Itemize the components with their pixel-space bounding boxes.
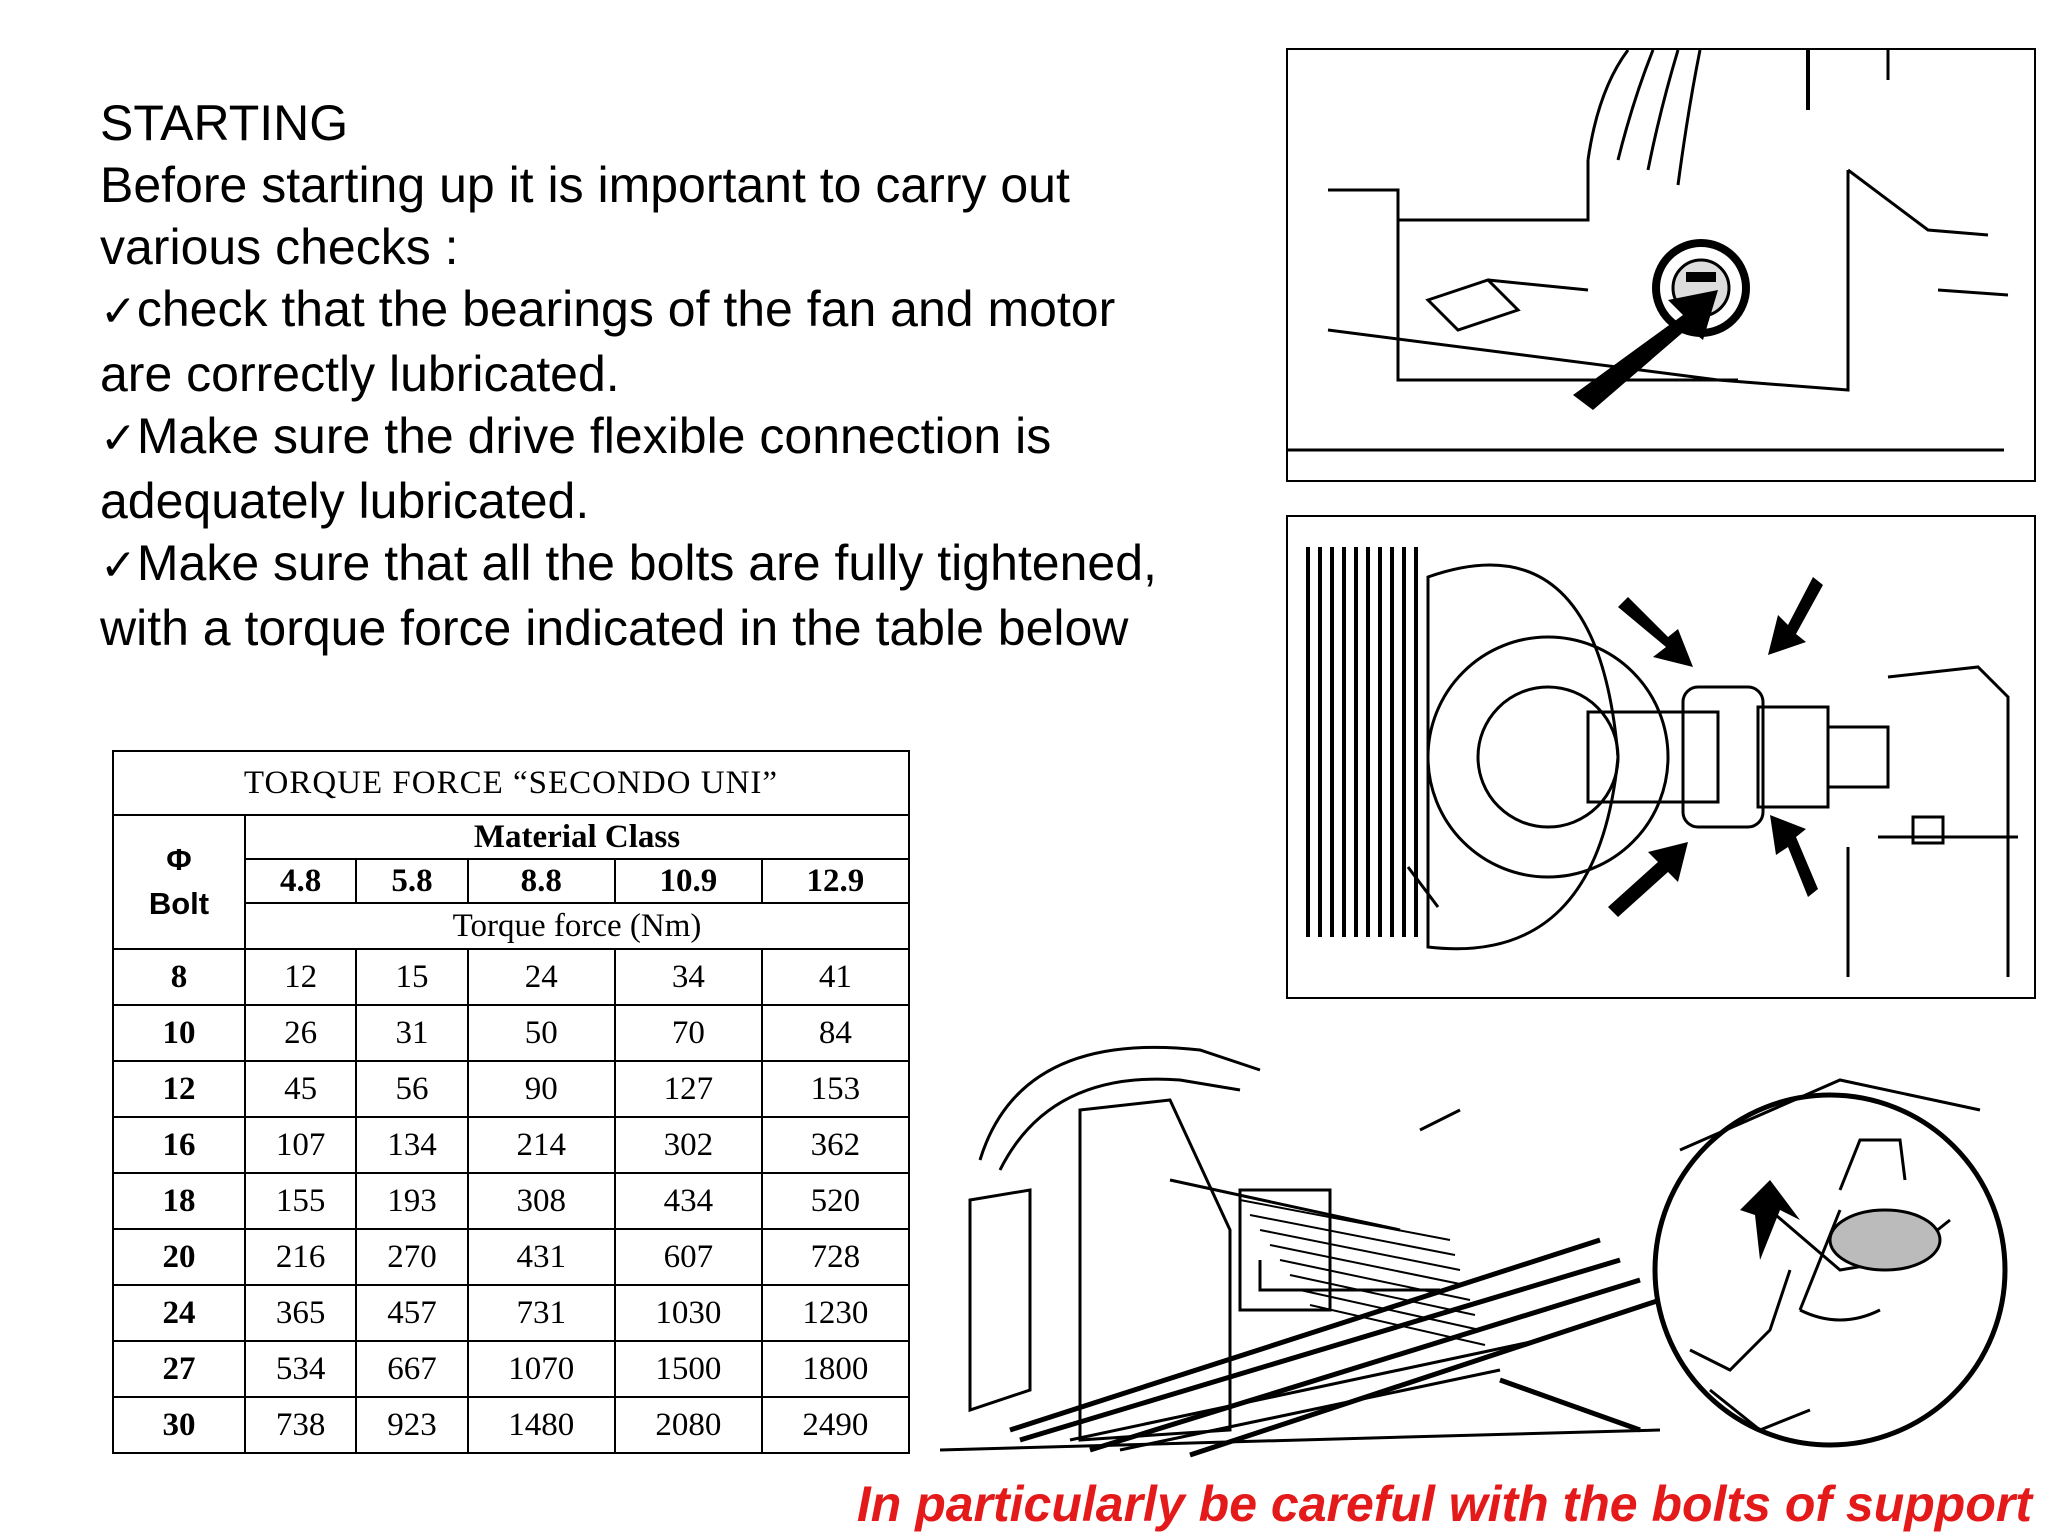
starting-instructions — [100, 92, 1260, 659]
torque-value-cell: 107 — [245, 1117, 356, 1173]
check-icon: ✓ — [100, 540, 137, 591]
torque-value-cell: 534 — [245, 1341, 356, 1397]
material-class-header: Material Class — [245, 815, 909, 859]
table-row — [113, 949, 909, 1005]
bolt-size-cell: 20 — [113, 1229, 245, 1285]
table-title: TORQUE FORCE “SECONDO UNI” — [113, 751, 909, 815]
table-row — [113, 1005, 909, 1061]
torque-value-cell: 70 — [615, 1005, 762, 1061]
table-row — [113, 1285, 909, 1341]
check-item-1-line-2: are correctly lubricated. — [100, 346, 620, 402]
torque-value-cell: 2080 — [615, 1397, 762, 1453]
diameter-symbol: Φ — [166, 842, 192, 877]
torque-value-cell: 1800 — [762, 1341, 909, 1397]
torque-value-cell: 34 — [615, 949, 762, 1005]
torque-value-cell: 2490 — [762, 1397, 909, 1453]
torque-value-cell: 362 — [762, 1117, 909, 1173]
flexible-coupling-figure — [1286, 515, 2036, 999]
torque-value-cell: 155 — [245, 1173, 356, 1229]
table-row — [113, 1061, 909, 1117]
torque-value-cell: 731 — [468, 1285, 615, 1341]
torque-value-cell: 216 — [245, 1229, 356, 1285]
torque-value-cell: 302 — [615, 1117, 762, 1173]
bolt-size-cell: 12 — [113, 1061, 245, 1117]
torque-value-cell: 270 — [356, 1229, 467, 1285]
torque-value-cell: 31 — [356, 1005, 467, 1061]
torque-unit-header: Torque force (Nm) — [245, 903, 909, 949]
fan-assembly-drawing — [940, 1010, 2040, 1476]
torque-value-cell: 84 — [762, 1005, 909, 1061]
torque-value-cell: 193 — [356, 1173, 467, 1229]
bearing-housing-drawing — [1288, 50, 2034, 480]
table-row — [113, 1173, 909, 1229]
torque-value-cell: 457 — [356, 1285, 467, 1341]
bearing-lubrication-figure — [1286, 48, 2036, 482]
torque-force-table — [112, 750, 910, 1454]
arrow-icon — [1573, 290, 1718, 410]
bolt-label: Bolt — [148, 886, 210, 921]
bolt-size-cell: 30 — [113, 1397, 245, 1453]
bolt-column-header — [113, 815, 245, 949]
torque-value-cell: 923 — [356, 1397, 467, 1453]
table-row — [113, 1229, 909, 1285]
check-icon: ✓ — [100, 286, 137, 337]
table-body — [113, 949, 909, 1453]
check-item-3-line-1: Make sure that all the bolts are fully tightened, — [136, 535, 1157, 591]
torque-value-cell: 134 — [356, 1117, 467, 1173]
class-header: 8.8 — [468, 859, 615, 903]
motor-coupling-drawing — [1288, 517, 2034, 997]
torque-value-cell: 308 — [468, 1173, 615, 1229]
table-row — [113, 1117, 909, 1173]
class-header: 4.8 — [245, 859, 356, 903]
torque-value-cell: 1030 — [615, 1285, 762, 1341]
torque-value-cell: 12 — [245, 949, 356, 1005]
torque-value-cell: 24 — [468, 949, 615, 1005]
torque-value-cell: 56 — [356, 1061, 467, 1117]
torque-value-cell: 667 — [356, 1341, 467, 1397]
torque-value-cell: 41 — [762, 949, 909, 1005]
torque-value-cell: 434 — [615, 1173, 762, 1229]
class-header: 12.9 — [762, 859, 909, 903]
torque-value-cell: 26 — [245, 1005, 356, 1061]
torque-value-cell: 214 — [468, 1117, 615, 1173]
table-row — [113, 1397, 909, 1453]
class-header: 5.8 — [356, 859, 467, 903]
torque-value-cell: 738 — [245, 1397, 356, 1453]
torque-value-cell: 50 — [468, 1005, 615, 1061]
bolt-size-cell: 16 — [113, 1117, 245, 1173]
fan-support-bolts-figure — [940, 1010, 2040, 1476]
torque-value-cell: 607 — [615, 1229, 762, 1285]
table-row — [113, 1341, 909, 1397]
bolt-size-cell: 24 — [113, 1285, 245, 1341]
torque-value-cell: 1500 — [615, 1341, 762, 1397]
torque-value-cell: 90 — [468, 1061, 615, 1117]
bolt-size-cell: 27 — [113, 1341, 245, 1397]
torque-value-cell: 1230 — [762, 1285, 909, 1341]
torque-value-cell: 15 — [356, 949, 467, 1005]
arrow-icon — [1770, 815, 1818, 897]
check-item-3 — [100, 532, 1260, 597]
support-bolts-warning: In particularly be careful with the bolts of support — [856, 1476, 2032, 1532]
torque-value-cell: 520 — [762, 1173, 909, 1229]
torque-value-cell: 1070 — [468, 1341, 615, 1397]
arrow-icon — [1768, 577, 1823, 655]
torque-value-cell: 1480 — [468, 1397, 615, 1453]
bolt-size-cell: 10 — [113, 1005, 245, 1061]
bolt-size-cell: 18 — [113, 1173, 245, 1229]
torque-value-cell: 127 — [615, 1061, 762, 1117]
intro-line-1: Before starting up it is important to carry out — [100, 157, 1070, 213]
check-item-2 — [100, 405, 1260, 470]
check-item-1 — [100, 278, 1260, 343]
arrow-icon — [1618, 597, 1693, 667]
torque-value-cell: 431 — [468, 1229, 615, 1285]
bolt-size-cell: 8 — [113, 949, 245, 1005]
check-item-2-line-2: adequately lubricated. — [100, 473, 590, 529]
torque-value-cell: 153 — [762, 1061, 909, 1117]
check-icon: ✓ — [100, 413, 137, 464]
torque-value-cell: 728 — [762, 1229, 909, 1285]
section-heading: STARTING — [100, 95, 349, 151]
check-item-2-line-1: Make sure the drive flexible connection is — [136, 408, 1052, 464]
class-header: 10.9 — [615, 859, 762, 903]
torque-value-cell: 365 — [245, 1285, 356, 1341]
intro-line-2: various checks : — [100, 219, 459, 275]
check-item-1-line-1: check that the bearings of the fan and motor — [136, 281, 1116, 337]
torque-value-cell: 45 — [245, 1061, 356, 1117]
check-item-3-line-2: with a torque force indicated in the table below — [100, 600, 1129, 656]
